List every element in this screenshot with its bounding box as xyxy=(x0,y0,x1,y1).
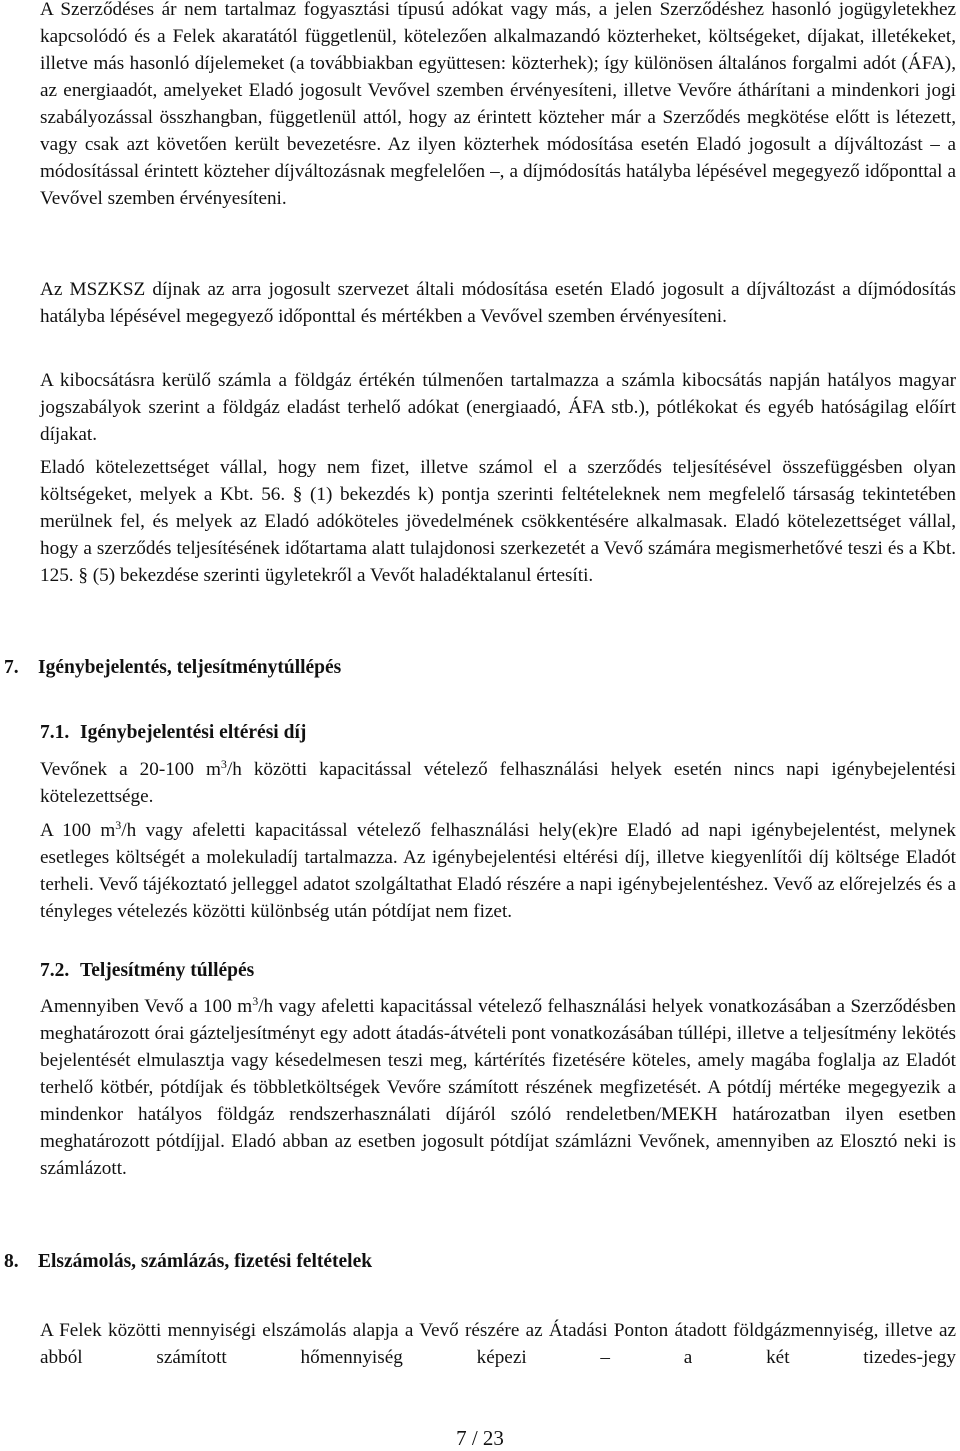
paragraph-seller-obligations: Eladó kötelezettséget vállal, hogy nem fizet, illetve számol el a szerződés teljesítésével összefüggésben olyan költségeket, melyek a Kbt. 56. § (1) bekezdés k) pontja szerinti feltételeknek nem megfelelő társaság tekintetében merülnek fel, és melyek az Eladó adóköteles jövedelmének csökkentésére alkalmasak. Eladó kötelezettséget vállal, hogy a szerződés teljesítésének időtartama alatt tulajdonosi szerkezetét a Vevő számára megismerhetővé teszi és a Kbt. 125. § (5) bekezdése szerinti ügyletekről a Vevőt haladéktalanul értesíti. xyxy=(40,457,956,586)
section-7-heading xyxy=(4,657,341,679)
paragraph-7-1-a-text1: Vevőnek a 20-100 m xyxy=(40,759,221,780)
paragraph-public-charges: A Szerződéses ár nem tartalmaz fogyasztási típusú adókat vagy más, a jelen Szerződéshez hasonló jogügyletekhez kapcsolódó és a Felek akaratától függetlenül, kötelezően alkalmazandó közterheket, költségeket, díjakat, illetékeket, illetve más hasonló díjelemeket (a továbbiakban együttesen: közterhek); így különösen általános forgalmi adót (ÁFA), az energiaadót, amelyeket Eladó jogosult Vevővel szemben érvényesíteni, illetve Vevőre áthárítani a mindenkori jogi szabályozással összhangban, függetlenül attól, hogy az érintett közteher már a Szerződés megkötése előtt is létezett, vagy csak azt követően került bevezetésre. Az ilyen közterhek módosítása esetén Eladó jogosult a díjváltozást – a módosítással érintett közteher díjváltozásnak megfelelően –, a díjmódosítás hatályba lépésével megegyező időponttal a Vevővel szemben érvényesíteni. xyxy=(40,0,956,209)
paragraph-7-2-text1: Amennyiben Vevő a 100 m xyxy=(40,996,253,1017)
section-7-1-number: 7.1. xyxy=(40,722,70,743)
paragraph-7-1-a-text2: /h közötti kapacitással vételező felhasználási helyek esetén nincs napi igénybejelentési kötelezettsége. xyxy=(40,759,956,807)
section-7-1-title: Igénybejelentési eltérési díj xyxy=(80,722,307,743)
paragraph-7-1-a xyxy=(40,756,956,810)
superscript-3: 3 xyxy=(220,757,227,771)
section-7-2-heading xyxy=(40,960,254,982)
paragraph-7-2-text2: /h vagy afeletti kapacitással vételező felhasználási helyek vonatkozásában a Szerződésben meghatározott órai gázteljesítményt egy adott átadás-átvételi pont vonatkozásában túllépi, illetve a teljesítmény lekötés bejelentését elmulasztja vagy késedelmesen teszi meg, kártérítés fizetésére köteles, amely magába foglalja az Eladót terhelő kötbér, pótdíjak és többletköltségek Vevőre számított részének megfizetését. A pótdíj mértéke megegyezik a mindenkor hatályos földgáz rendszerhasználati díjáról szóló rendeletben/MEKH határozatban ilyen esetben meghatározott pótdíjjal. Eladó abban az esetben jogosult pótdíjat számlázni Vevőnek, amennyiben az Elosztó neki is számlázott. xyxy=(40,996,956,1179)
section-7-2-title: Teljesítmény túllépés xyxy=(80,960,255,981)
paragraph-7-2 xyxy=(40,993,956,1182)
paragraph-7-1-b-text1: A 100 m xyxy=(40,820,116,841)
superscript-3: 3 xyxy=(252,994,259,1008)
section-7-2-number: 7.2. xyxy=(40,960,70,981)
paragraph-mszksz-fee: Az MSZKSZ díjnak az arra jogosult szervezet általi módosítása esetén Eladó jogosult a díjváltozást a díjmódosítás hatályba lépésével megegyező időponttal és mértékben a Vevővel szemben érvényesíteni. xyxy=(40,279,956,327)
section-7-number: 7. xyxy=(4,657,19,678)
paragraph-7-1-b-text2: /h vagy afeletti kapacitással vételező felhasználási hely(ek)re Eladó ad napi igénybejelentést, melynek esetleges költségét a molekuladíj tartalmazza. Az igénybejelentési eltérési díj, illetve kiegyenlítői díj költsége Eladót terheli. Vevő tájékoztató jelleggel adatot szolgáltathat Eladó részére a napi igénybejelentéshez. Vevő az előrejelzés és a tényleges vételezés közötti különbség után pótdíjat nem fizet. xyxy=(40,820,956,922)
section-7-title: Igénybejelentés, teljesítménytúllépés xyxy=(38,657,342,678)
section-8-title: Elszámolás, számlázás, fizetési feltételek xyxy=(38,1251,373,1272)
page-number: 7 / 23 xyxy=(456,1426,504,1450)
section-8-number: 8. xyxy=(4,1251,19,1272)
paragraph-7-1-b xyxy=(40,817,956,925)
superscript-3: 3 xyxy=(115,818,122,832)
section-7-1-heading xyxy=(40,722,306,744)
paragraph-invoice-contents: A kibocsátásra kerülő számla a földgáz értékén túlmenően tartalmazza a számla kibocsátás napján hatályos magyar jogszabályok szerint a földgáz eladást terhelő adókat (energiaadó, ÁFA stb.), pótlékokat és egyéb hatóságilag előírt díjakat. xyxy=(40,370,956,445)
section-8-heading xyxy=(4,1251,372,1273)
paragraph-8-settlement: A Felek közötti mennyiségi elszámolás alapja a Vevő részére az Átadási Ponton átadott földgázmennyiség, illetve az abból számított hőmennyiség képezi – a két tizedes-jegy xyxy=(40,1320,956,1368)
